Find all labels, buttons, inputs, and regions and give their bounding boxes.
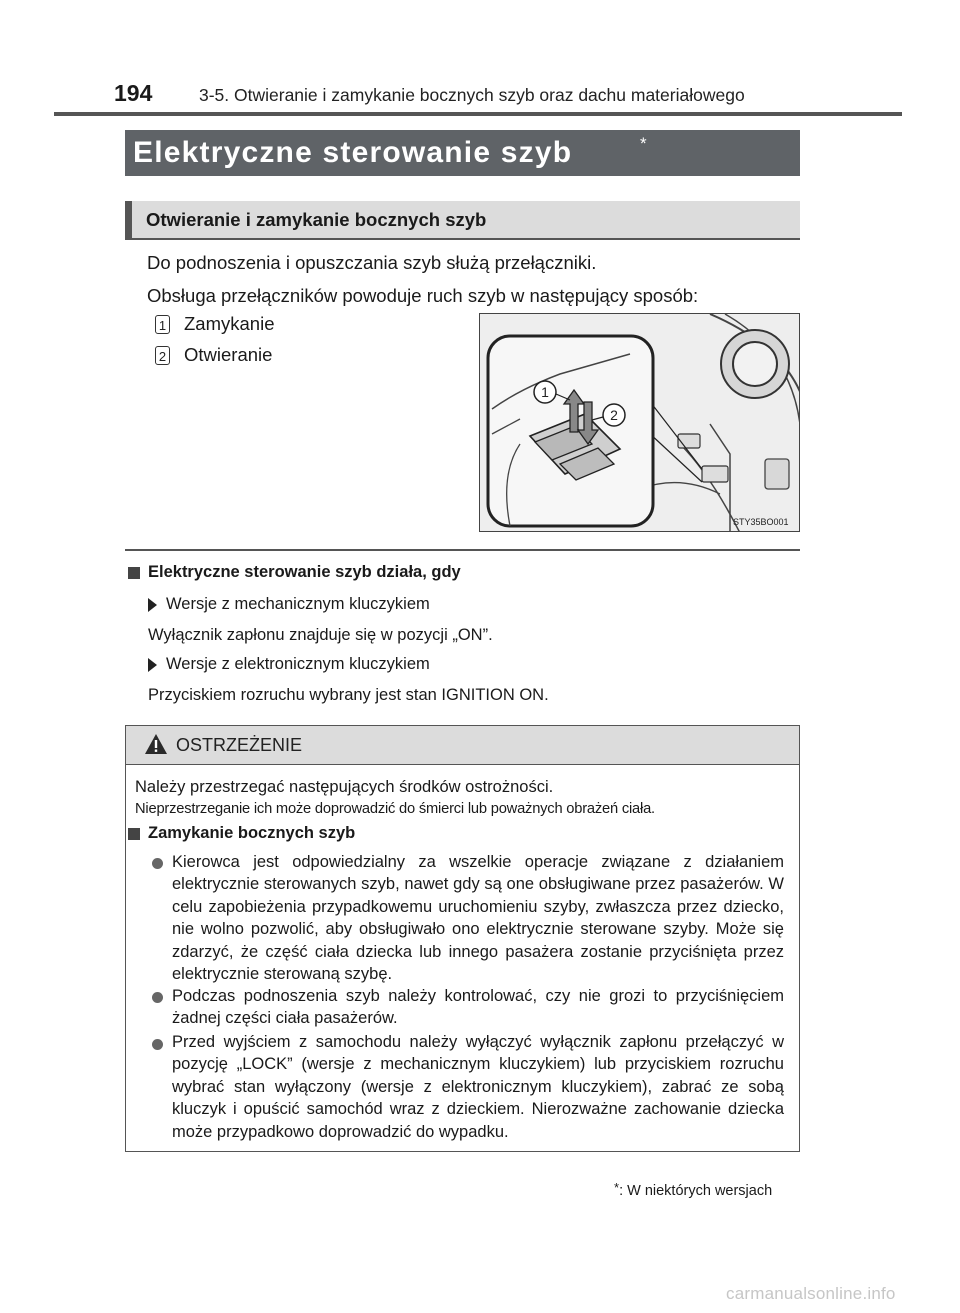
callout-2: 2 (610, 407, 618, 423)
warning-bullet-1: Kierowca jest odpowiedzialny za wszelkie operacje związane z działaniem elektrycznie sterowanych szyb, nawet gdy są one obsługiwane przez pasażerów. W celu zapobieżenia przypadkowemu uruchomieniu szyby, zwłaszcza przez dziecko, nie wolno pozwolić, aby obsługiwało ono elektrycznie sterowane szyby. Może się zdarzyć, że część ciała dziecka lub innego pasażera zostanie przyciśnięta przez elektrycznie sterowaną szybę. (172, 853, 784, 984)
note-text-electronic-key: Przyciskiem rozruchu wybrany jest stan IGNITION ON. (148, 686, 549, 704)
warning-title: OSTRZEŻENIE (176, 735, 303, 755)
note-sub-electronic-key: Wersje z elektronicznym kluczykiem (166, 655, 430, 673)
section-divider (125, 549, 800, 551)
page-number: 194 (114, 80, 153, 106)
running-title: 3-5. Otwieranie i zamykanie bocznych szyb oraz dachu materiałowego (199, 85, 745, 105)
footnote (614, 1180, 772, 1199)
footnote-text: : W niektórych wersjach (619, 1183, 773, 1199)
section-heading: Otwieranie i zamykanie bocznych szyb (146, 209, 487, 230)
note-sub-mechanical-key: Wersje z mechanicznym kluczykiem (166, 595, 430, 613)
warning-consequence: Nieprzestrzeganie ich może doprowadzić do śmierci lub poważnych obrażeń ciała. (135, 801, 655, 817)
note-text-mechanical-key: Wyłącznik zapłonu znajduje się w pozycji „ON”. (148, 626, 493, 644)
paragraph-2: Obsługa przełączników powoduje ruch szyb w następujący sposób: (147, 285, 699, 306)
illustration-drawing (480, 314, 800, 532)
paragraph-1: Do podnoszenia i opuszczania szyb służą przełączniki. (147, 252, 597, 273)
triangle-bullet-icon (148, 658, 157, 672)
round-bullet-icon (152, 992, 163, 1003)
round-bullet-icon (152, 858, 163, 869)
title-footnote-marker: * (640, 134, 647, 153)
figure-code: STY35BO001 (733, 517, 789, 527)
item-number-badge-2: 2 (155, 346, 170, 365)
round-bullet-icon (152, 1039, 163, 1050)
warning-subheading: Zamykanie bocznych szyb (148, 824, 356, 842)
triangle-bullet-icon (148, 598, 157, 612)
window-switch-illustration (479, 313, 800, 532)
warning-triangle-icon (144, 733, 168, 755)
watermark: carmanualsonline.info (726, 1284, 896, 1303)
warning-bullet-2: Podczas podnoszenia szyb należy kontrolować, czy nie grozi to przyciśnięciem żadnej części ciała pasażerów. (172, 987, 784, 1028)
warning-intro: Należy przestrzegać następujących środków ostrożności. (135, 778, 554, 796)
item-number-badge-1: 1 (155, 315, 170, 334)
footnote-marker: * (614, 1180, 620, 1195)
callout-1: 1 (541, 384, 549, 400)
note-square-bullet (128, 567, 140, 579)
note-heading: Elektryczne sterowanie szyb działa, gdy (148, 563, 461, 581)
item-label-open: Otwieranie (184, 344, 273, 365)
item-label-close: Zamykanie (184, 313, 275, 334)
page-title: Elektryczne sterowanie szyb (133, 136, 573, 169)
warning-bullet-3: Przed wyjściem z samochodu należy wyłączyć wyłącznik zapłonu przełączyć w pozycję „LOCK” (wersje z mechanicznym kluczykiem) lub przyciskiem rozruchu wybrać stan wyłączony (wersje z elektronicznym kluczykiem), zabrać ze sobą kluczyk i opuścić samochód wraz z dzieckiem. Nierozważne zachowanie dziecka może przypadkowo doprowadzić do wypadku. (172, 1033, 784, 1141)
section-accent (125, 201, 132, 240)
header-divider (54, 112, 902, 116)
warning-square-bullet (128, 828, 140, 840)
